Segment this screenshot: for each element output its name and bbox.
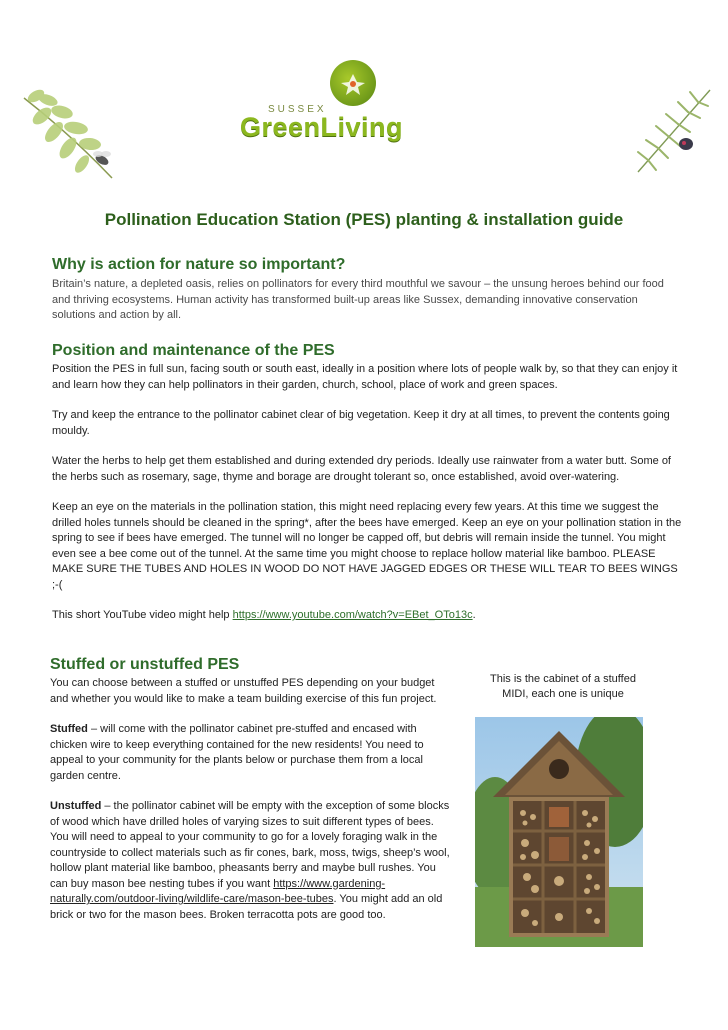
stuffed-label: Stuffed xyxy=(50,723,88,735)
bee-icon xyxy=(93,151,111,167)
paragraph-unstuffed xyxy=(50,799,450,923)
video-intro-text: This short YouTube video might help xyxy=(52,609,233,621)
section-heading: Stuffed or unstuffed PES xyxy=(50,656,240,673)
logo-emblem-icon xyxy=(330,60,376,106)
paragraph-materials: Keep an eye on the materials in the pollination station, this might need replacing every few years. At this time we suggest the drilled holes tunnels should be cleaned in the spring*, after the bees have emerged. Keep an eye on your pollination station in the spring to see if bees have emerged. The tunnel will no longer be capped off, but debris will remain inside the tunnel. You might even see a bee come out of the tunnel. At the same time you might choose to replace hollow material like bamboo. PLEASE MAKE SURE THE TUBES AND HOLES IN WOOD DO NOT HAVE JAGGED EDGES OR THESE WILL TEAR TO BEES WINGS ;-( xyxy=(52,501,682,591)
unstuffed-label: Unstuffed xyxy=(50,800,102,812)
mason-bee-tubes-link[interactable]: https://www.gardening-naturally.com/outdoor-living/wildlife-care/mason-bee-tubes xyxy=(50,877,386,905)
section-position-maintenance xyxy=(52,342,682,624)
logo-greenliving-text: GreenLiving xyxy=(240,112,404,142)
beetle-icon xyxy=(679,138,693,150)
section-why-action xyxy=(52,256,682,324)
stuffed-text: – will come with the pollinator cabinet pre-stuffed and encased with chicken wire to keep everything contained for the new residents! You need to appeal to your community for the plants below or purchase them from a local garden centre. xyxy=(50,723,424,782)
paragraph-watering: Water the herbs to help get them established and during extended dry periods. Ideally use rainwater from a water butt. Some of the herbs such as rosemary, sage, thyme and borage are drought tolerant so, once established, avoid over-watering. xyxy=(52,455,671,483)
paragraph-entrance: Try and keep the entrance to the pollinator cabinet clear of big vegetation. Keep it dry at all times, to prevent the contents going mouldy. xyxy=(52,409,670,437)
section-heading: Position and maintenance of the PES xyxy=(52,342,335,359)
paragraph-video xyxy=(52,608,682,624)
section-heading: Why is action for nature so important? xyxy=(52,256,346,273)
logo-sussex-text: SUSSEX xyxy=(268,104,327,115)
sussex-greenliving-logo xyxy=(240,60,410,142)
unstuffed-suffix-text: . You might add an old brick or two for the mason bees. Broken terracotta pots are good too. xyxy=(50,893,443,921)
youtube-video-link[interactable]: https://www.youtube.com/watch?v=EBet_OTo13c xyxy=(232,609,473,621)
page-title: Pollination Education Station (PES) planting & installation guide xyxy=(104,210,624,229)
paragraph-intro: You can choose between a stuffed or unstuffed PES depending on your budget and whether you would like to make a team building exercise of this fun project. xyxy=(50,677,437,705)
bee-hotel-cabinet-photo xyxy=(475,717,643,947)
fern-frond-right-illustration xyxy=(628,82,718,178)
fern-leaf-left-illustration xyxy=(14,78,124,186)
paragraph-stuffed xyxy=(50,722,450,784)
video-suffix-text: . xyxy=(472,609,476,621)
section-body: Britain’s nature, a depleted oasis, relies on pollinators for every third mouthful we savour – the unsung heroes behind our food and thriving ecosystems. Human activity has transformed built-up areas like Sussex, demanding innovative conservation solutions and action by all. xyxy=(52,278,664,321)
photo-caption: This is the cabinet of a stuffed MIDI, each one is unique xyxy=(490,673,636,700)
unstuffed-text: – the pollinator cabinet will be empty with the exception of some blocks of wood which have drilled holes of varying sizes to suit different types of bees. You will need to appeal to your community to go for a lovely foraging walk in the countryside to collect materials such as fir cones, bark, moss, twigs, sheep’s wool, hollow plant material like bamboo, pheasants berry and maybe bull rushes. You can buy mason bee nesting tubes if you want xyxy=(50,800,450,890)
section-stuffed-unstuffed xyxy=(50,656,450,923)
paragraph-position: Position the PES in full sun, facing south or south east, ideally in a position where lots of people walk by, so that they can enjoy it and learn how they can help pollinators in their garden, church, school, place of work and green spaces. xyxy=(52,363,678,391)
